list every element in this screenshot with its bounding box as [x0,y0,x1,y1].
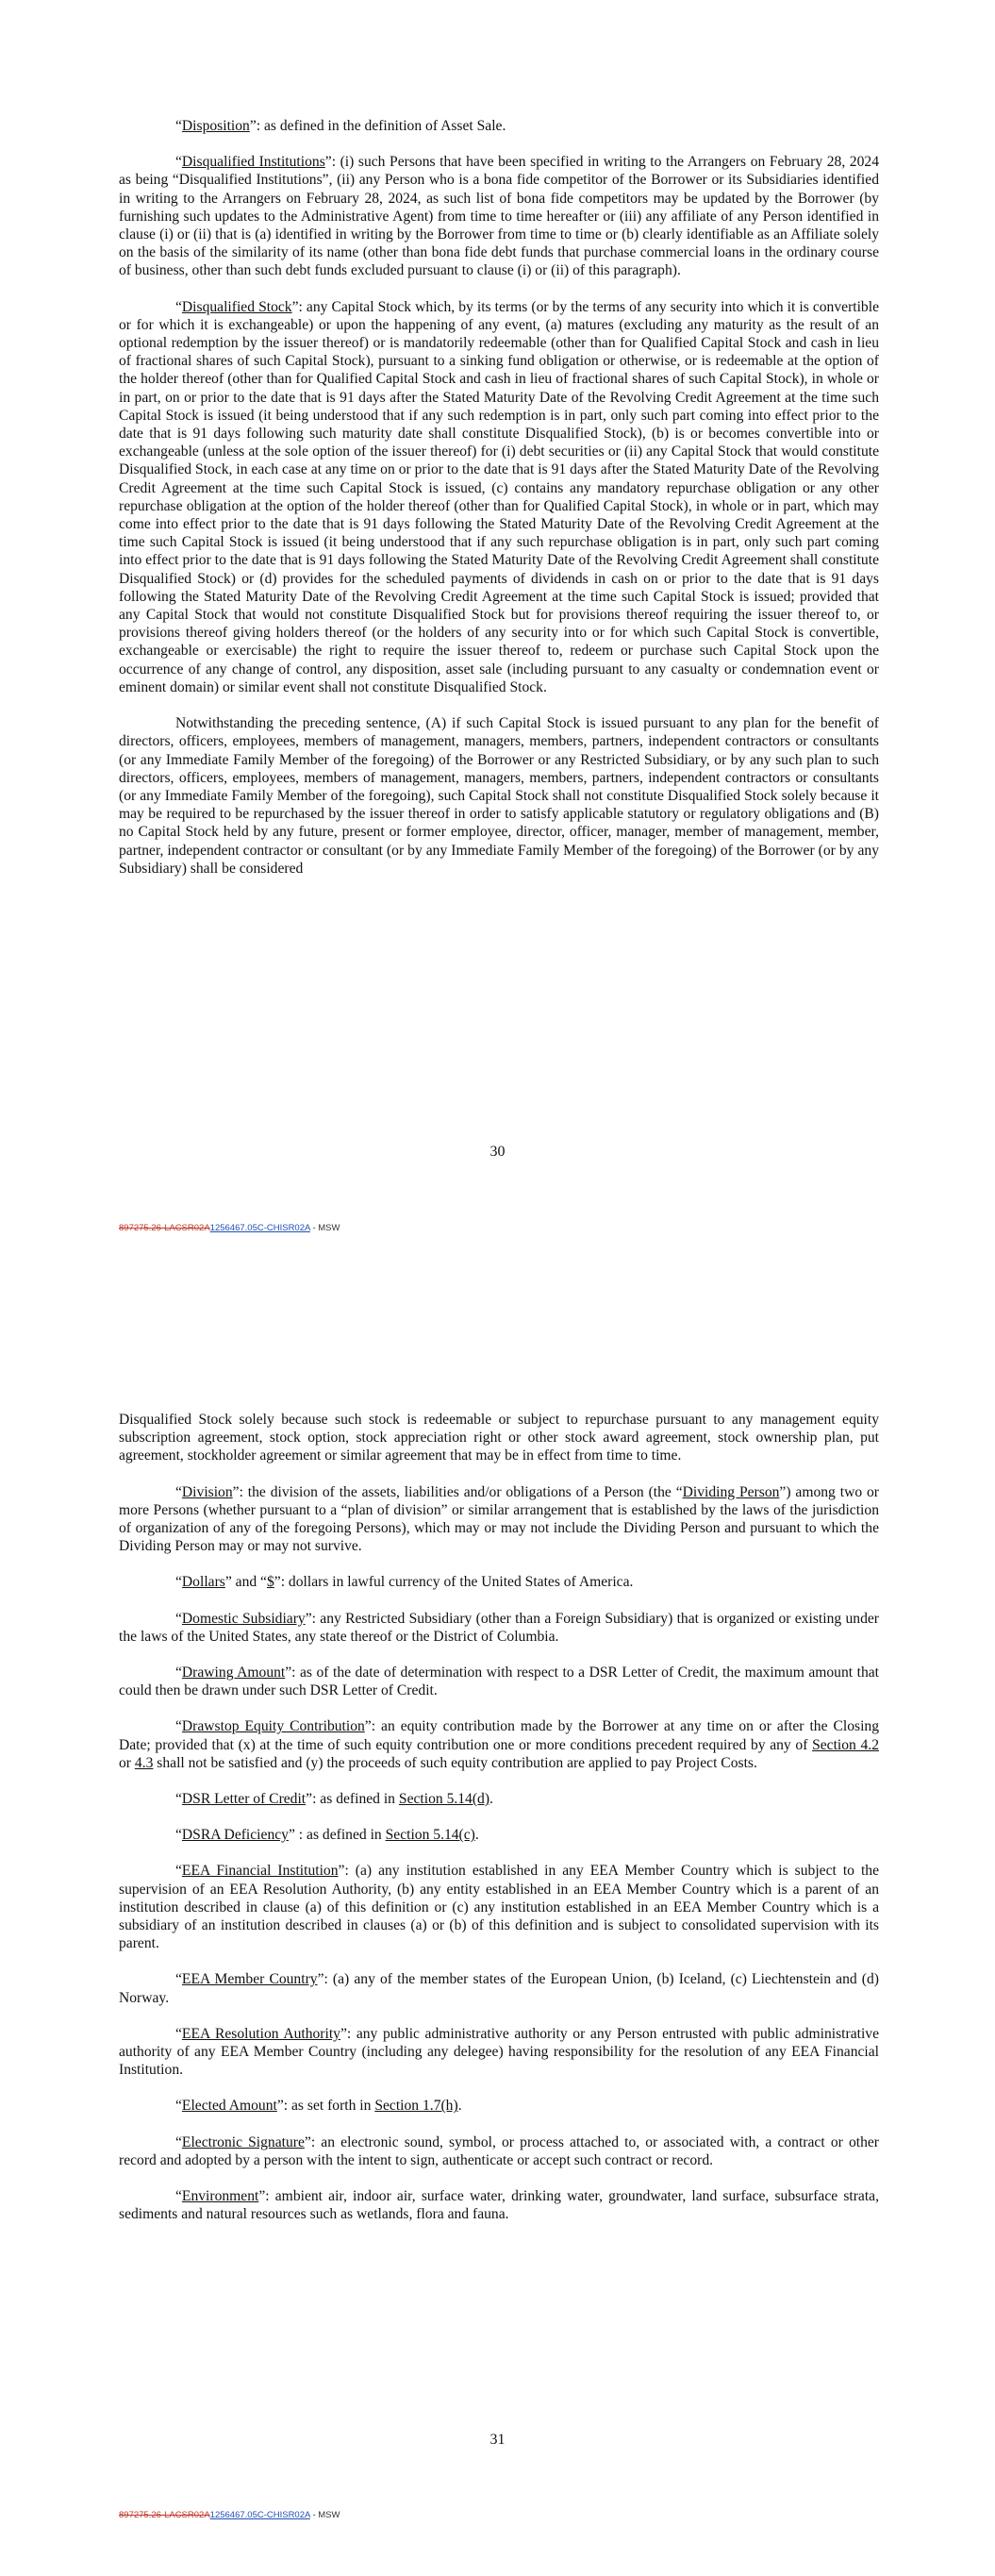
definition-environment: “Environment”: ambient air, indoor air, surface water, drinking water, groundwater, land surface, subsurface strata, sediments and natural resources such as wetlands, flora and fauna. [119,2188,879,2223]
definition-electronic-signature: “Electronic Signature”: an electronic sound, symbol, or process attached to, or associated with, a contract or other record and adopted by a person with the intent to sign, authenticate or accept such contract or record. [119,2133,879,2168]
definition-disposition: “Disposition”: as defined in the definition of Asset Sale. [175,118,506,134]
definition-eea-resolution: “EEA Resolution Authority”: any public administrative authority or any Person entrusted with public administrative authority of any EEA Member Country (including any delegee) having responsibility for the resolution of any EEA Financial Institution. [119,2025,880,2079]
continuation-paragraph: Disqualified Stock solely because such stock is redeemable or subject to repurchase pursuant to any management equity subscription agreement, stock option, stock appreciation right or other stock award agreement, stock ownership plan, put agreement, stockholder agreement or similar agreement that may be in effect from time to time. [119,1412,879,1464]
term: Disposition [181,118,250,134]
term: Disqualified Institutions [181,154,325,171]
definition-division: “Division”: the division of the assets, liabilities and/or obligations of a Person (the “Dividing Person”) among two or more Persons (whether pursuant to a “plan of division” or similar arrangement that is established by the laws of the jurisdiction of organization of any of the foregoing Persons), which may or may not include the Dividing Person and pursuant to which the Dividing Person may or may not survive. [119,1483,879,1555]
definition-domestic-subsidiary: “Domestic Subsidiary”: any Restricted Subsidiary (other than a Foreign Subsidiary) that is organized or existing under the laws of the United States, any state thereof or the District of Columbia. [119,1610,879,1645]
page-31 [0,1288,995,2576]
document-footer: 897275.26-LACSR02A1256467.05C-CHISR02A - MSW [119,2510,340,2520]
page-number: 31 [489,2432,506,2448]
term: Disqualified Stock [181,298,292,315]
page-30-body [119,117,879,895]
definition-dsr-letter: “DSR Letter of Credit”: as defined in Section 5.14(d). [175,1791,493,1808]
definition-drawing-amount: “Drawing Amount”: as of the date of determination with respect to a DSR Letter of Credit, the maximum amount that could then be drawn under such DSR Letter of Credit. [119,1664,879,1699]
deleted-doc-id: 897275.26-LACSR02A [119,2510,210,2520]
notwithstanding-paragraph: Notwithstanding the preceding sentence, (A) if such Capital Stock is issued pursuant to any plan for the benefit of directors, officers, employees, members of management, managers, members, partners, independent contractors or consultants (or any Immediate Family Member of the foregoing) of the Borrower or any Restricted Subsidiary, or by any such plan to such directors, officers, employees, members of management, managers, members, partners, independent contractors or consultants (or any Immediate Family Member of the foregoing), such Capital Stock shall not constitute Disqualified Stock solely because it may be required to be repurchased by the issuer thereof in order to satisfy applicable statutory or regulatory obligations and (B) no Capital Stock held by any future, present or former employee, director, officer, manager, member of management, member, partner, independent contractor or consultant (or by any Immediate Family Member of the foregoing) of the Borrower (or by any Subsidiary) shall be considered [119,715,879,877]
definition-eea-financial: “EEA Financial Institution”: (a) any institution established in any EEA Member Country which is subject to the supervision of an EEA Resolution Authority, (b) any entity established in an EEA Member Country which is a parent of an institution described in clause (a) of this definition or (c) any institution established in an EEA Member Country which is a subsidiary of an institution described in clauses (a) or (b) of this definition and is subject to consolidated supervision with its parent. [119,1863,879,1952]
definition-disqualified-stock: “Disqualified Stock”: any Capital Stock which, by its terms (or by the terms of any security into which it is convertible or for which it is exchangeable) or upon the happening of any event, (a) matures (excluding any maturity as the result of an optional redemption by the issuer thereof) or is mandatorily redeemable (other than for Qualified Capital Stock and cash in lieu of fractional shares of such Capital Stock), pursuant to a sinking fund obligation or otherwise, or is redeemable at the option of the holder thereof (other than for Qualified Capital Stock and cash in lieu of fractional shares of such Capital Stock), in whole or in part, on or prior to the date that is 91 days after the Stated Maturity Date of the Revolving Credit Agreement at the time such Capital Stock is issued (it being understood that if any such redemption is in part, only such part coming into effect prior to the date that is 91 days following such maturity date shall constitute Disqualified Stock), (b) is or becomes convertible into or exchangeable (unless at the sole option of the issuer thereof) for (i) debt securities or (ii) any Capital Stock that would constitute Disqualified Stock, in each case at any time on or prior to the date that is 91 days after the Stated Maturity Date of the Revolving Credit Agreement at the time such Capital Stock is issued, (c) contains any mandatory repurchase obligation or any other repurchase obligation at the option of the holder thereof (other than for Qualified Capital Stock), in whole or in part, which may come into effect prior to the date that is 91 days following the Stated Maturity Date of the Revolving Credit Agreement at the time such Capital Stock is issued (it being understood that if any such repurchase obligation is in part, only such part coming into effect prior to the date that is 91 days following the Stated Maturity Date of the Revolving Credit Agreement shall constitute Disqualified Stock) or (d) provides for the scheduled payments of dividends in cash on or prior to the date that is 91 days following the Stated Maturity Date of the Revolving Credit Agreement at the time such Capital Stock is issued; provided that any Capital Stock that would not constitute Disqualified Stock but for provisions thereof requiring the issuer thereof to, or provisions thereof giving holders thereof (or the holders of any security into or for which such Capital Stock is convertible, exchangeable or exercisable) the right to require the issuer thereof to, redeem or purchase such Capital Stock upon the occurrence of any change of control, any disposition, asset sale (including pursuant to any casualty or condemnation event or eminent domain) or similar event shall not constitute Disqualified Stock. [119,298,879,695]
definition-dsra-deficiency: “DSRA Deficiency” : as defined in Section 5.14(c). [175,1827,479,1844]
inserted-doc-id: 1256467.05C-CHISR02A [209,1223,310,1233]
definition-disqualified-institutions: “Disqualified Institutions”: (i) such Persons that have been specified in writing to the Arrangers on February 28, 2024 as being “Disqualified Institutions”, (ii) any Person who is a bona fide competitor of the Borrower or its Subsidiaries identified in writing to the Arrangers on February 28, 2024, as such list of bona fide competitors may be updated by the Borrower (by furnishing such updates to the Administrative Agent) from time to time hereafter or (iii) any affiliate of any Person identified in clause (i) or (ii) that is (a) identified in writing by the Borrower from time to time or (b) clearly identifiable as an Affiliate solely on the basis of the similarity of its name (other than bona fide debt funds that purchase commercial loans in the ordinary course of business, other than such debt funds excluded pursuant to clause (i) or (ii) of this paragraph). [119,154,879,279]
definition-dollars: “Dollars” and “$”: dollars in lawful currency of the United States of America. [175,1574,634,1591]
inserted-doc-id: 1256467.05C-CHISR02A [209,2510,310,2520]
definition-eea-member: “EEA Member Country”: (a) any of the member states of the European Union, (b) Iceland, (c) Liechtenstein and (d) Norway. [119,1971,879,2006]
page-31-body [119,1411,879,2242]
document-footer: 897275.26-LACSR02A1256467.05C-CHISR02A - MSW [119,1223,340,1233]
definition-elected-amount: “Elected Amount”: as set forth in Section 1.7(h). [175,2098,462,2115]
definition-drawstop: “Drawstop Equity Contribution”: an equity contribution made by the Borrower at any time on or after the Closing Date; provided that (x) at the time of such equity contribution one or more conditions precedent required by any of Section 4.2 or 4.3 shall not be satisfied and (y) the proceeds of such equity contribution are applied to pay Project Costs. [119,1718,879,1771]
deleted-doc-id: 897275.26-LACSR02A [119,1223,210,1233]
page-number: 30 [489,1144,506,1160]
